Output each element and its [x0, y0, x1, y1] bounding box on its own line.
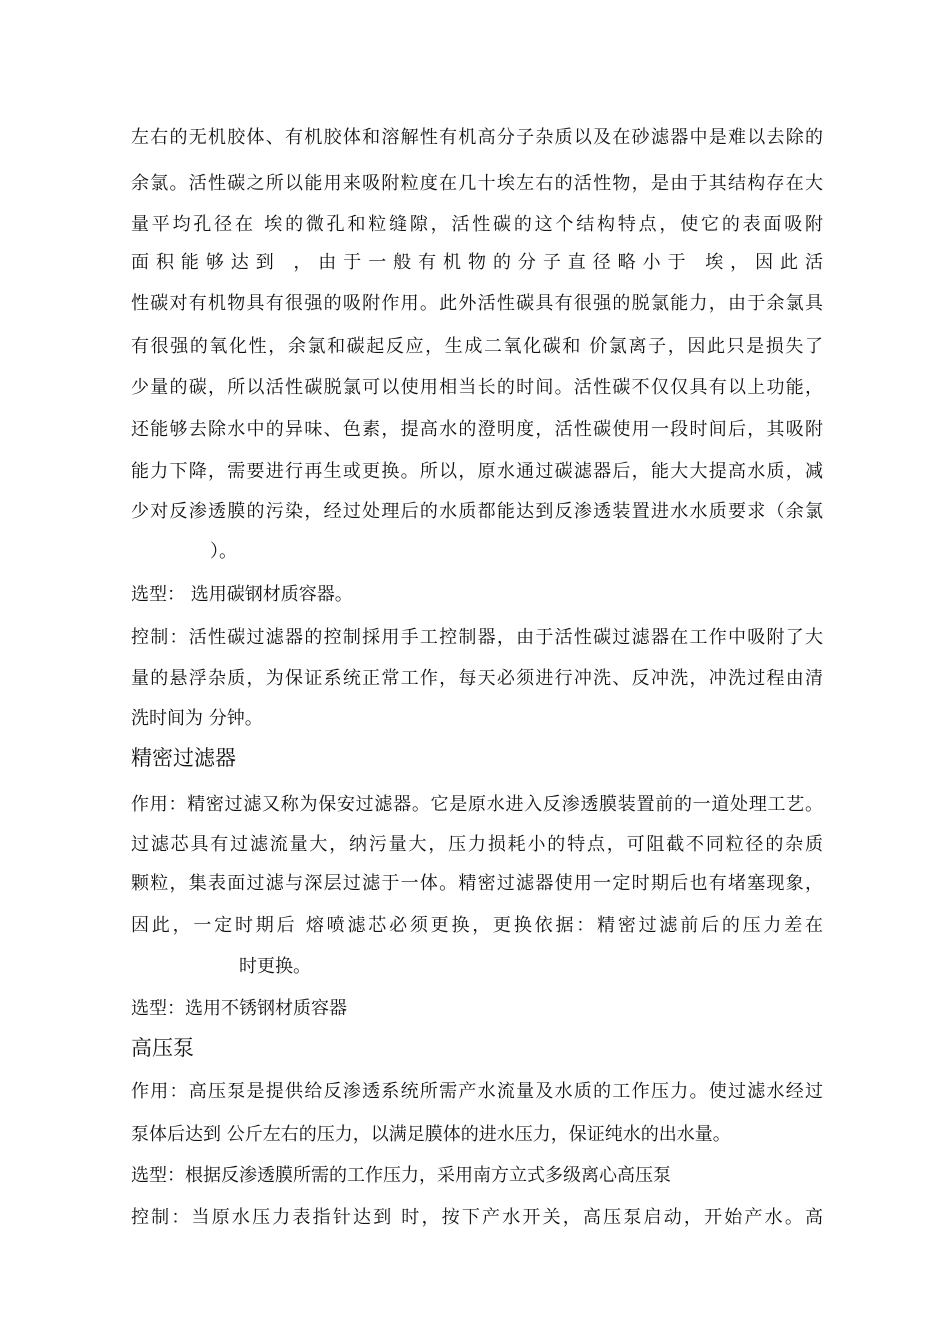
paragraph-line: 余氯。活性碳之所以能用来吸附粒度在几十埃左右的活性物，是由于其结构存在大 — [131, 173, 823, 194]
paragraph-line: 过滤芯具有过滤流量大，纳污量大，压力损耗小的特点，可阻截不同粒径的杂质 — [131, 834, 823, 855]
paragraph-line: 颗粒，集表面过滤与深层过滤于一体。精密过滤器使用一定时期后也有堵塞现象， — [131, 873, 823, 894]
paragraph-line: 作用：高压泵是提供给反渗透系统所需产水流量及水质的工作压力。使过滤水经过 — [131, 1081, 823, 1102]
control-line: 量的悬浮杂质，为保证系统正常工作，每天必须进行冲洗、反冲洗，冲洗过程由清 — [131, 668, 823, 689]
paragraph-line: 泵体后达到 公斤左右的压力，以满足膜体的进水压力，保证纯水的出水量。 — [131, 1124, 731, 1145]
paragraph-line: 作用：精密过滤又称为保安过滤器。它是原水进入反渗透膜装置前的一道处理工艺。 — [131, 794, 823, 815]
section-heading: 高压泵 — [131, 1036, 194, 1060]
paragraph-line: 有很强的氧化性，余氯和碳起反应，生成二氧化碳和 价氯离子，因此只是损失了 — [131, 336, 823, 357]
paragraph-line: 因此，一定时期后 熔喷滤芯必须更换，更换依据：精密过滤前后的压力差在 — [131, 915, 823, 936]
paragraph-line: 少量的碳，所以活性碳脱氯可以使用相当长的时间。活性碳不仅仅具有以上功能， — [131, 377, 823, 398]
paragraph-line: 少对反渗透膜的污染，经过处理后的水质都能达到反渗透装置进水水质要求（余氯 — [131, 501, 823, 522]
paragraph-tail: 时更换。 — [239, 956, 311, 977]
paragraph-line: 左右的无机胶体、有机胶体和溶解性有机高分子杂质以及在砂滤器中是难以去除的 — [131, 127, 823, 148]
control-line: 洗时间为 分钟。 — [131, 708, 263, 729]
control-line: 控制：活性碳过滤器的控制採用手工控制器，由于活性碳过滤器在工作中吸附了大 — [131, 627, 823, 648]
selection-text: 选型：根据反渗透膜所需的工作压力，采用南方立式多级离心高压泵 — [131, 1165, 671, 1186]
paragraph-line: 性碳对有机物具有很强的吸附作用。此外活性碳具有很强的脱氯能力，由于余氯具 — [131, 293, 823, 314]
paragraph-line: 量平均孔径在 埃的微孔和粒缝隙，活性碳的这个结构特点，使它的表面吸附 — [131, 214, 823, 235]
paragraph-line: 能力下降，需要进行再生或更换。所以，原水通过碳滤器后，能大大提高水质，减 — [131, 461, 823, 482]
section-heading: 精密过滤器 — [131, 746, 236, 770]
selection-text: 选型：选用不锈钢材质容器 — [131, 998, 347, 1019]
selection-text: 选型： 选用碳钢材质容器。 — [131, 584, 353, 605]
paragraph-line: 面积能够达到 ，由于一般有机物的分子直径略小于 埃，因此活 — [131, 252, 823, 273]
paragraph-tail: ）。 — [210, 541, 237, 562]
control-line: 控制：当原水压力表指针达到 时，按下产水开关，高压泵启动，开始产水。高 — [131, 1207, 823, 1228]
paragraph-line: 还能够去除水中的异味、色素，提高水的澄明度，活性碳使用一段时间后，其吸附 — [131, 419, 823, 440]
